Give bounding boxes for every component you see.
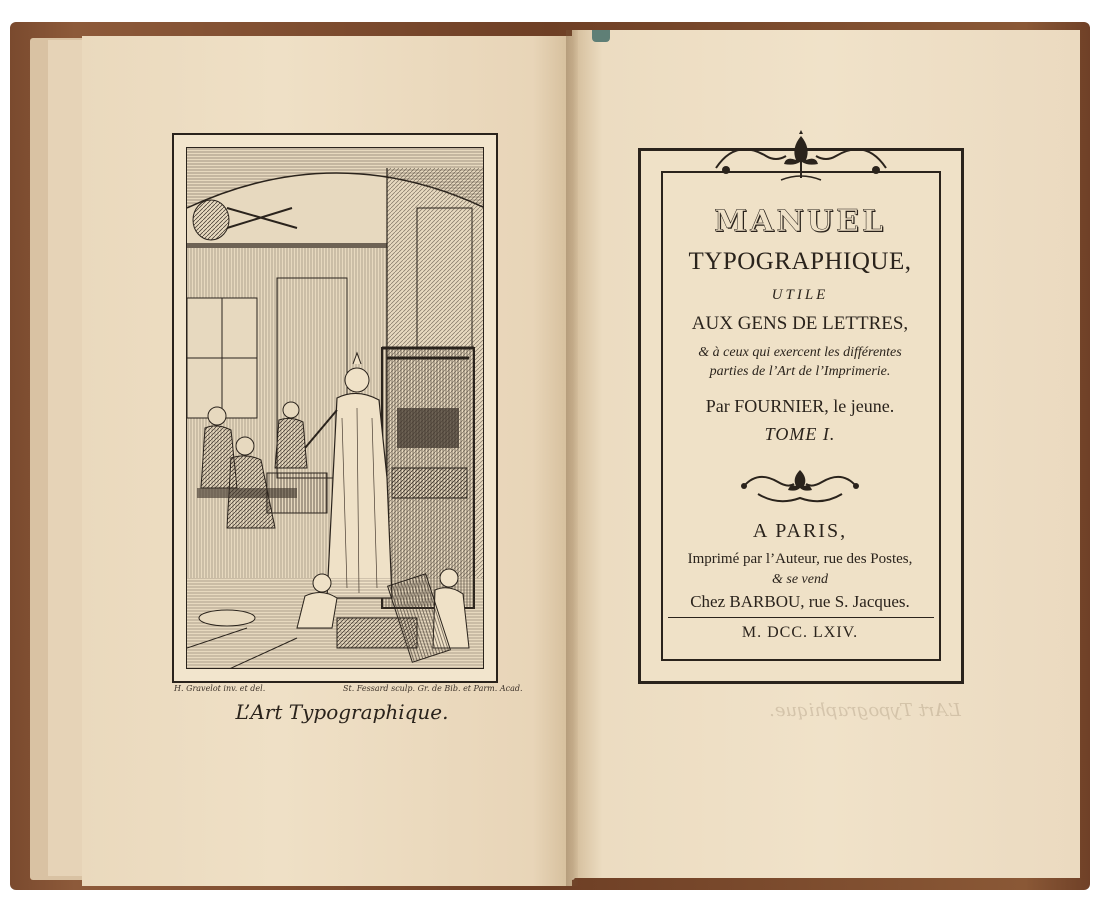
fleur-de-lis-cartouche-icon [706,128,896,188]
bookmark-ribbon [592,30,610,42]
title-line-parties: parties de l’Art de l’Imprimerie. [709,364,891,379]
imprint-place: A PARIS, [752,520,848,542]
imprint-sold: & se vend [772,572,828,587]
title-line-aux-gens: AUX GENS DE LETTRES, [691,313,909,334]
title-line-utile: UTILE [771,287,829,303]
frontispiece-engraving [172,133,498,683]
imprint-printer: Imprimé par l’Auteur, rue des Postes, [687,551,913,567]
imprint-date: M. DCC. LXIV. [741,624,859,641]
book-gutter [566,30,578,886]
engraving-scene [186,147,484,669]
imprint-rule [668,617,934,618]
title-line-ceux: & à ceux qui exercent les différentes [698,345,902,360]
offset-show-through: L’Art Typographique. [769,700,961,721]
title-line-typographique: TYPOGRAPHIQUE, [688,248,912,275]
imprint-bookseller: Chez BARBOU, rue S. Jacques. [690,592,910,611]
printing-shop-illustration [187,148,484,669]
frontispiece-caption: L’Art Typographique. [235,700,449,724]
title-line-manuel: MANUEL [713,204,887,239]
author-line: Par FOURNIER, le jeune. [705,396,895,416]
engraver-credit-left: H. Gravelot inv. et del. [174,684,266,693]
engraver-credit-right: St. Fessard sculp. Gr. de Bib. et Parm. Acad. [343,684,523,693]
volume-line: TOME I. [764,424,836,444]
fleuron-icon [738,464,862,508]
